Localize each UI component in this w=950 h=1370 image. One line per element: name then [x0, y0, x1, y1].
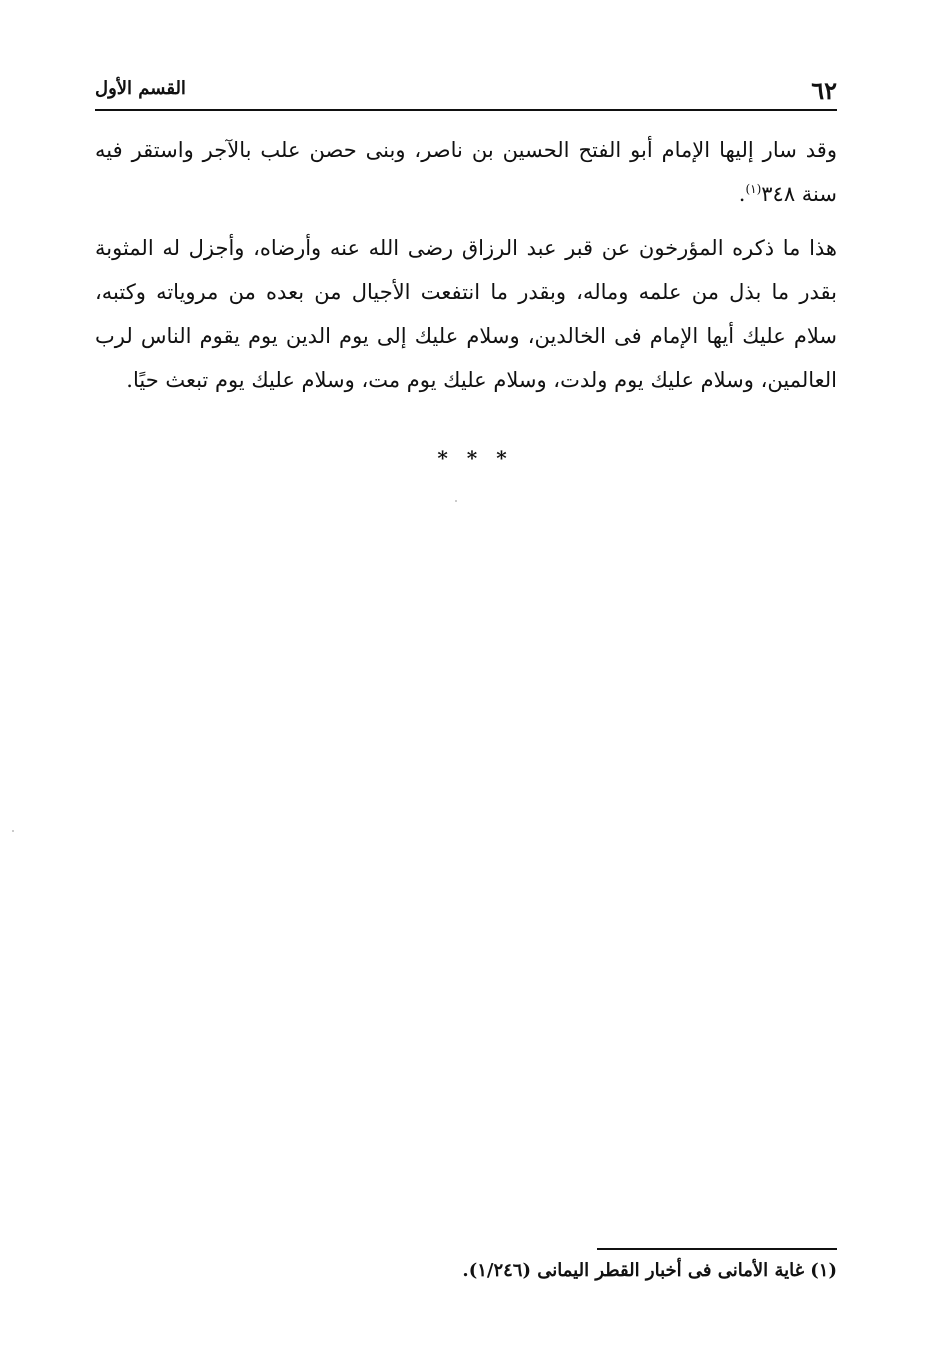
section-separator: * * * [437, 446, 513, 470]
page-header [95, 72, 837, 106]
header-rule [95, 109, 837, 111]
scan-speck [12, 830, 14, 832]
paragraph-2: هذا ما ذكره المؤرخون عن قبر عبد الرزاق رضى الله عنه وأرضاه، وأجزل له المثوبة بقدر ما بذل من علمه وماله، وبقدر ما انتفعت الأجيال من بعده من مروياته وكتبه، سلام عليك أيها الإمام فى الخالدين، وسلام عليك إلى يوم الدين يوم يقوم الناس لرب العالمين، وسلام عليك يوم ولدت، وسلام عليك يوم مت، وسلام عليك يوم تبعث حيًا. [95, 236, 837, 392]
paragraph-1-end: . [738, 182, 746, 206]
scan-speck [455, 500, 457, 502]
footnote-rule [597, 1248, 837, 1250]
paragraph-1 [95, 128, 837, 216]
running-section-title: القسم الأول [95, 78, 186, 99]
footnote: (١) غاية الأمانى فى أخبار القطر اليمانى (١/٢٤٦). [462, 1260, 837, 1281]
paragraph-1-text: وقد سار إليها الإمام أبو الفتح الحسين بن ناصر، وبنى حصن علب بالآجر واستقر فيه سنة ٣٤٨ [95, 138, 837, 206]
footnote-reference: (١) [745, 182, 762, 196]
page-number: ٦٢ [811, 76, 837, 105]
